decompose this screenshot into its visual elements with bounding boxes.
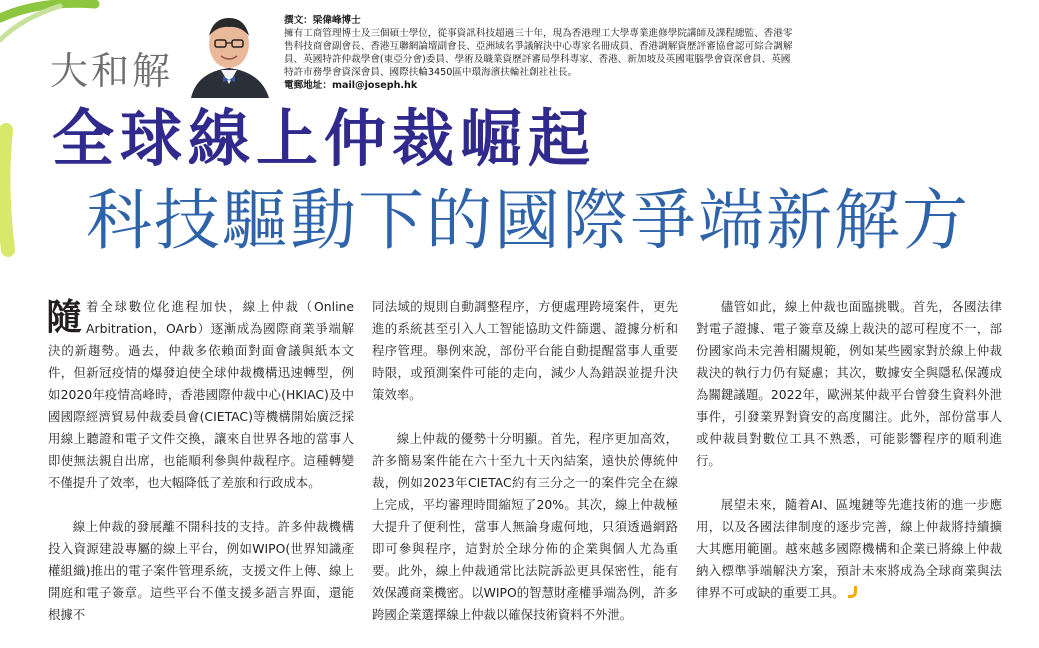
drop-cap: 隨	[46, 296, 83, 338]
article-column-left	[48, 296, 354, 648]
author-name: 撰文：梁偉峰博士	[284, 15, 361, 26]
paragraph-text: 同法域的規則自動調整程序，方便處理跨境案件，更先進的系統甚至引入人工智能協助文件篩選、證據分析和程序管理。舉例來說，部份平台能自動提醒當事人重要時限，或預測案件可能的走向，減少人為錯誤並提升決策效率。	[372, 299, 678, 402]
author-bio-line: 員、英國特許仲裁學會(東亞分會)委員、學術及職業資歷評審局學科專家、香港、新加坡及英國電腦學會資深會員、英國	[284, 54, 791, 66]
paragraph-text: 展望未來，隨着AI、區塊鏈等先進技術的進一步應用，以及各國法律制度的逐步完善，線上仲裁將持續擴大其應用範圍。越來越多國際機構和企業已將線上仲裁納入標準爭端解決方案，預計未來將成為全球商業與法律界不可或缺的重要工具。	[696, 497, 1002, 600]
article-paragraph	[696, 296, 1002, 472]
article-paragraph	[48, 516, 354, 626]
author-byline	[284, 14, 852, 93]
author-bio-line: 特許市務學會資深會員、國際扶輪3450區中環海濱扶輪社創社社長。	[284, 67, 578, 79]
article-column-middle	[372, 296, 678, 648]
paragraph-text: 着全球數位化進程加快，線上仲裁（Online Arbitration，OArb）逐漸成為國際商業爭端解決的新趨勢。過去，仲裁多依賴面對面會議與紙本文件，但新冠疫情的爆發迫使全球仲裁機構迅速轉型，例如2020年疫情高峰時，香港國際仲裁中心(HKIAC)及中國國際經濟貿易仲裁委員會(CIETAC)等機構開始廣泛採用線上聽證和電子文件交換，讓來自世界各地的當事人即使無法親自出席，也能順利參與仲裁程序。這種轉變不僅提升了效率，也大幅降低了差旅和行政成本。	[48, 299, 354, 490]
article-paragraph	[48, 296, 354, 494]
paragraph-text: 儘管如此，線上仲裁也面臨挑戰。首先，各國法律對電子證據、電子簽章及線上裁決的認可程度不一，部份國家尚未完善相關規範，例如某些國家對於線上仲裁裁決的執行力仍有疑慮；其次，數據安全與隱私保護成為關鍵議題。2022年，歐洲某仲裁平台曾發生資料外泄事件，引發業界對資安的高度關注。此外，部份當事人或仲裁員對數位工具不熟悉，可能影響程序的順利進行。	[696, 299, 1002, 468]
author-photo	[183, 10, 275, 98]
article-paragraph	[372, 296, 678, 406]
end-of-article-mark-icon	[848, 586, 857, 598]
article-column-right	[696, 296, 1002, 626]
author-bio-line: 售科技商會副會長、香港互聯網論壇副會長、亞洲域名爭議解決中心專家名冊成員、香港調解資歷評審協會認可綜合調解	[284, 41, 793, 53]
subheadline: 科技驅動下的國際爭端新解方	[86, 182, 970, 259]
paragraph-text: 線上仲裁的發展離不開科技的支持。許多仲裁機構投入資源建設專屬的線上平台，例如WIPO(世界知識產權組織)推出的電子案件管理系統，支援文件上傳、線上開庭和電子簽章。這些平台不僅支援多語言界面，還能根據不	[48, 519, 354, 622]
column-name: 大和解	[50, 49, 174, 93]
author-email: 電郵地址：mail@joseph.hk	[284, 80, 418, 92]
article-paragraph	[696, 494, 1002, 604]
headline: 全球線上仲裁崛起	[52, 102, 597, 175]
paragraph-text: 線上仲裁的優勢十分明顯。首先，程序更加高效，許多簡易案件能在六十至九十天內結案，遠快於傳統仲裁，例如2023年CIETAC約有三分之一的案件完全在線上完成，平均審理時間縮短了20%。其次，線上仲裁極大提升了便利性，當事人無論身處何地，只須透過網路即可參與程序，這對於全球分佈的企業與個人尤為重要。此外，線上仲裁通常比法院訴訟更具保密性，能有效保護商業機密。以WIPO的智慧財產權爭端為例，許多跨國企業選擇線上仲裁以確保技術資料不外泄。	[372, 431, 678, 622]
author-bio-line: 擁有工商管理博士及三個碩士學位，從事資訊科技超過三十年，現為香港理工大學專業進修學院講師及課程總監、香港零	[284, 28, 793, 40]
article-paragraph	[372, 428, 678, 626]
